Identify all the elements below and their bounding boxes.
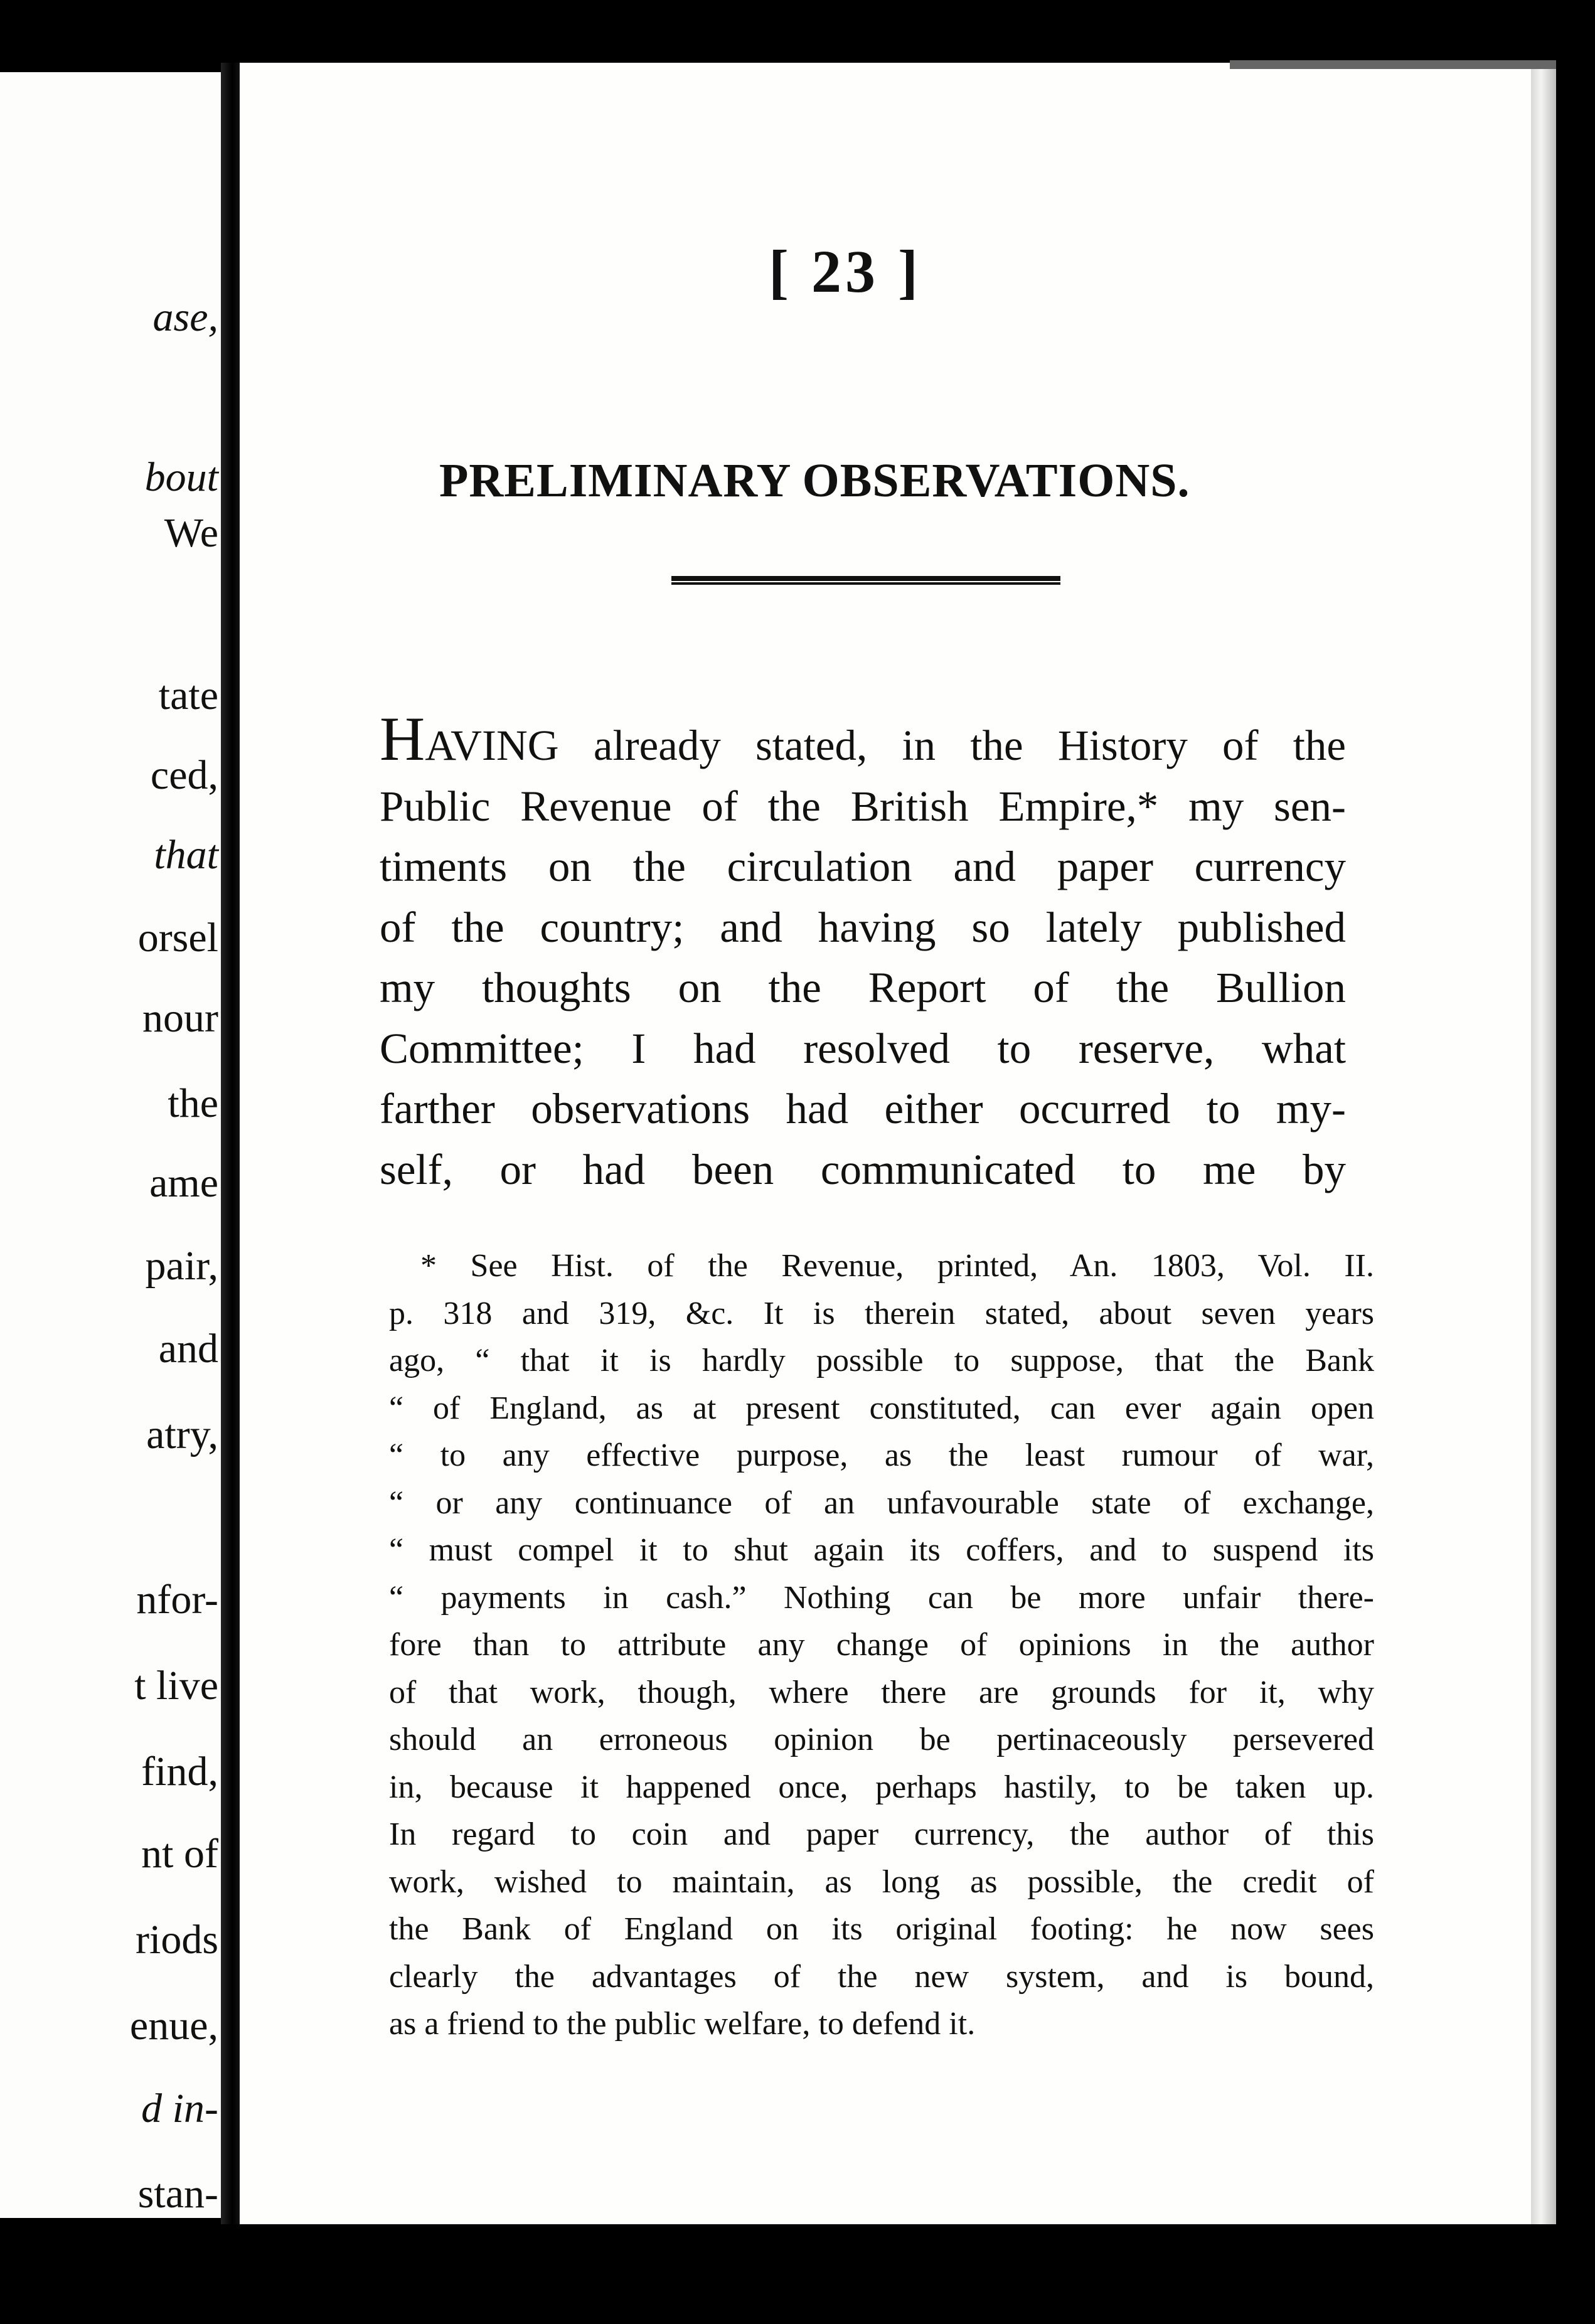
previous-page-line: stan- (137, 2171, 218, 2217)
previous-page-line: that (154, 832, 218, 878)
body-paragraph (380, 704, 1346, 1200)
footnote-line: “ of England, as at present constituted, can ever again open (389, 1390, 1374, 1426)
previous-page-line: find, (141, 1748, 218, 1794)
previous-page-line: d in- (141, 2085, 218, 2131)
previous-page-fragment (0, 72, 221, 2218)
footnote-line: “ must compel it to shut again its coffers, and to suspend its (389, 1532, 1374, 1568)
scan-border (0, 2224, 1595, 2324)
footnote-line: ago, “ that it is hardly possible to suppose, that the Bank (389, 1343, 1374, 1378)
first-word-rest: AVING (425, 722, 559, 769)
previous-page-line: orsel (137, 915, 218, 961)
first-line-rest: already stated, in the History of the (558, 722, 1346, 769)
previous-page-line: ase, (152, 294, 218, 341)
footnote-line: the Bank of England on its original footing: he now sees (389, 1911, 1374, 1947)
previous-page-line: nfor- (136, 1577, 218, 1623)
page-number: [ 23 ] (769, 238, 922, 305)
chapter-title: PRELIMINARY OBSERVATIONS. (439, 454, 1190, 507)
footnote-line: work, wished to maintain, as long as possible, the credit of (389, 1863, 1374, 1900)
previous-page-line: and (158, 1326, 218, 1372)
previous-page-line: nour (142, 994, 218, 1041)
previous-page-line: nt of (141, 1831, 218, 1877)
previous-page-line: atry, (146, 1411, 218, 1458)
previous-page-line: pair, (145, 1243, 218, 1289)
footnote-line: p. 318 and 319, &c. It is therein stated, about seven years (389, 1295, 1374, 1331)
body-line: farther observations had either occurred to my- (380, 1085, 1346, 1133)
title-rule (671, 576, 1060, 585)
previous-page-line: tate (158, 673, 218, 719)
body-line (380, 704, 1346, 776)
footnote-line: of that work, though, where there are grounds for it, why (389, 1674, 1374, 1710)
footnote-line: should an erroneous opinion be pertinaceously persevered (389, 1722, 1374, 1757)
previous-page-line: the (168, 1080, 218, 1127)
footnote-line: “ to any effective purpose, as the least rumour of war, (389, 1437, 1374, 1473)
footnote-line: fore than to attribute any change of opinions in the author (389, 1627, 1374, 1663)
footnote-line: in, because it happened once, perhaps hastily, to be taken up. (389, 1769, 1374, 1805)
previous-page-line: t live (134, 1662, 218, 1708)
body-line: of the country; and having so lately published (380, 903, 1346, 951)
previous-page-line: ame (149, 1160, 218, 1207)
book-gutter (221, 63, 240, 2227)
drop-cap: H (380, 704, 425, 774)
footnote-line: “ or any continuance of an unfavourable state of exchange, (389, 1484, 1374, 1521)
footnote-line: as a friend to the public welfare, to defend it. (389, 2006, 976, 2042)
body-line: self, or had been communicated to me by (380, 1145, 1346, 1193)
footnote-line: * See Hist. of the Revenue, printed, An. 1803, Vol. II. (420, 1248, 1374, 1284)
body-line: timents on the circulation and paper currency (380, 843, 1346, 890)
footnote-line: “ payments in cash.” Nothing can be more unfair there- (389, 1579, 1374, 1616)
previous-page-line: bout (144, 454, 218, 500)
body-line: Public Revenue of the British Empire,* my sen- (380, 782, 1346, 830)
footnote-line: clearly the advantages of the new system, and is bound, (389, 1958, 1374, 1995)
footnote (389, 1242, 1374, 2048)
previous-page-line: ced, (150, 752, 218, 799)
previous-page-line: enue, (129, 2002, 218, 2049)
body-line: Committee; I had resolved to reserve, what (380, 1024, 1346, 1072)
body-line: my thoughts on the Report of the Bullion (380, 964, 1346, 1011)
previous-page-line: riods (136, 1917, 218, 1963)
previous-page-line: We (164, 510, 218, 557)
page-top-edge (1230, 60, 1556, 69)
footnote-line: In regard to coin and paper currency, the author of this (389, 1816, 1374, 1852)
page-edge (1531, 63, 1556, 2227)
